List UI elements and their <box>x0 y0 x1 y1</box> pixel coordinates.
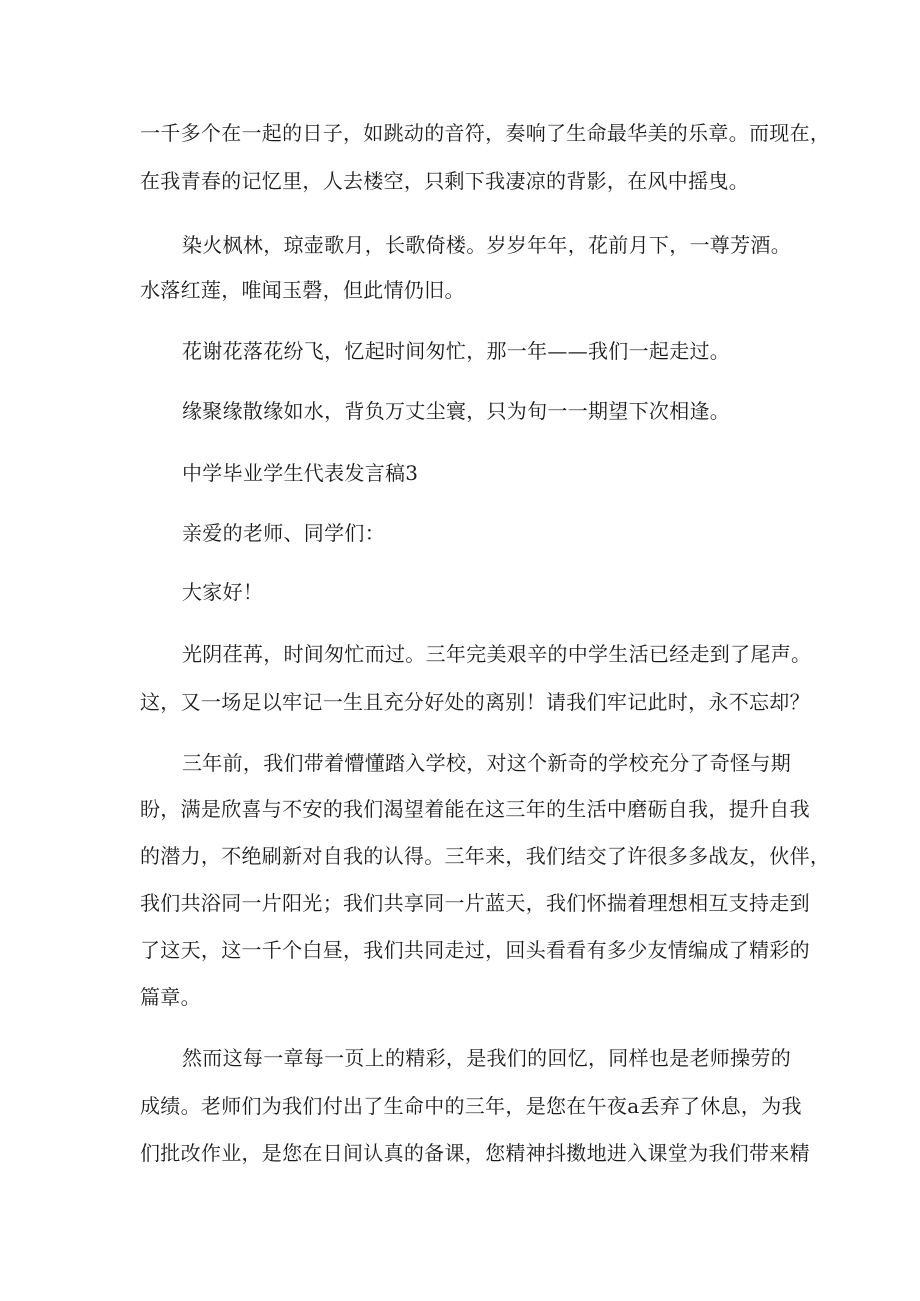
text-line: 盼，满是欣喜与不安的我们渴望着能在这三年的生活中磨砺自我，提升自我 <box>140 797 810 821</box>
text-line: 篇章。 <box>140 985 201 1009</box>
text-line: 大家好！ <box>182 580 264 604</box>
text-line: 我们共浴同一片阳光；我们共享同一片蓝天，我们怀揣着理想相互支持走到 <box>140 891 810 915</box>
text-line: 一千多个在一起的日子，如跳动的音符，奏响了生命最华美的乐章。而现在， <box>140 121 831 145</box>
text-line: 在我青春的记忆里，人去楼空，只剩下我凄凉的背影，在风中摇曳。 <box>140 169 749 193</box>
text-line: 这，又一场足以牢记一生且充分好处的离别！请我们牢记此时，永不忘却？ <box>140 690 810 714</box>
text-line: 们批改作业，是您在日间认真的备课，您精神抖擞地进入课堂为我们带来精 <box>140 1141 810 1165</box>
section-title: 中学毕业学生代表发言稿3 <box>182 461 419 485</box>
text-line: 缘聚缘散缘如水，背负万丈尘寰，只为旬一一期望下次相逢。 <box>182 399 731 423</box>
text-line: 成绩。老师们为我们付出了生命中的三年，是您在午夜a丢弃了休息，为我 <box>140 1094 802 1118</box>
text-line: 花谢花落花纷飞，忆起时间匆忙，那一年——我们一起走过。 <box>182 339 731 363</box>
text-line: 了这天，这一千个白昼，我们共同走过，回头看看有多少友情编成了精彩的 <box>140 938 810 962</box>
text-line: 亲爱的老师、同学们： <box>182 521 385 545</box>
text-line: 然而这每一章每一页上的精彩，是我们的回忆，同样也是老师操劳的 <box>182 1046 791 1070</box>
text-line: 三年前，我们带着懵懂踏入学校，对这个新奇的学校充分了奇怪与期 <box>182 751 791 775</box>
text-line: 的潜力，不绝刷新对自我的认得。三年来，我们结交了许很多多战友，伙伴， <box>140 844 831 868</box>
text-line: 光阴荏苒，时间匆忙而过。三年完美艰辛的中学生活已经走到了尾声。 <box>182 642 812 666</box>
text-line: 水落红莲，唯闻玉磬，但此情仍旧。 <box>140 278 465 302</box>
text-line: 染火枫林，琼壶歌月，长歌倚楼。岁岁年年，花前月下，一尊芳酒。 <box>182 233 791 257</box>
